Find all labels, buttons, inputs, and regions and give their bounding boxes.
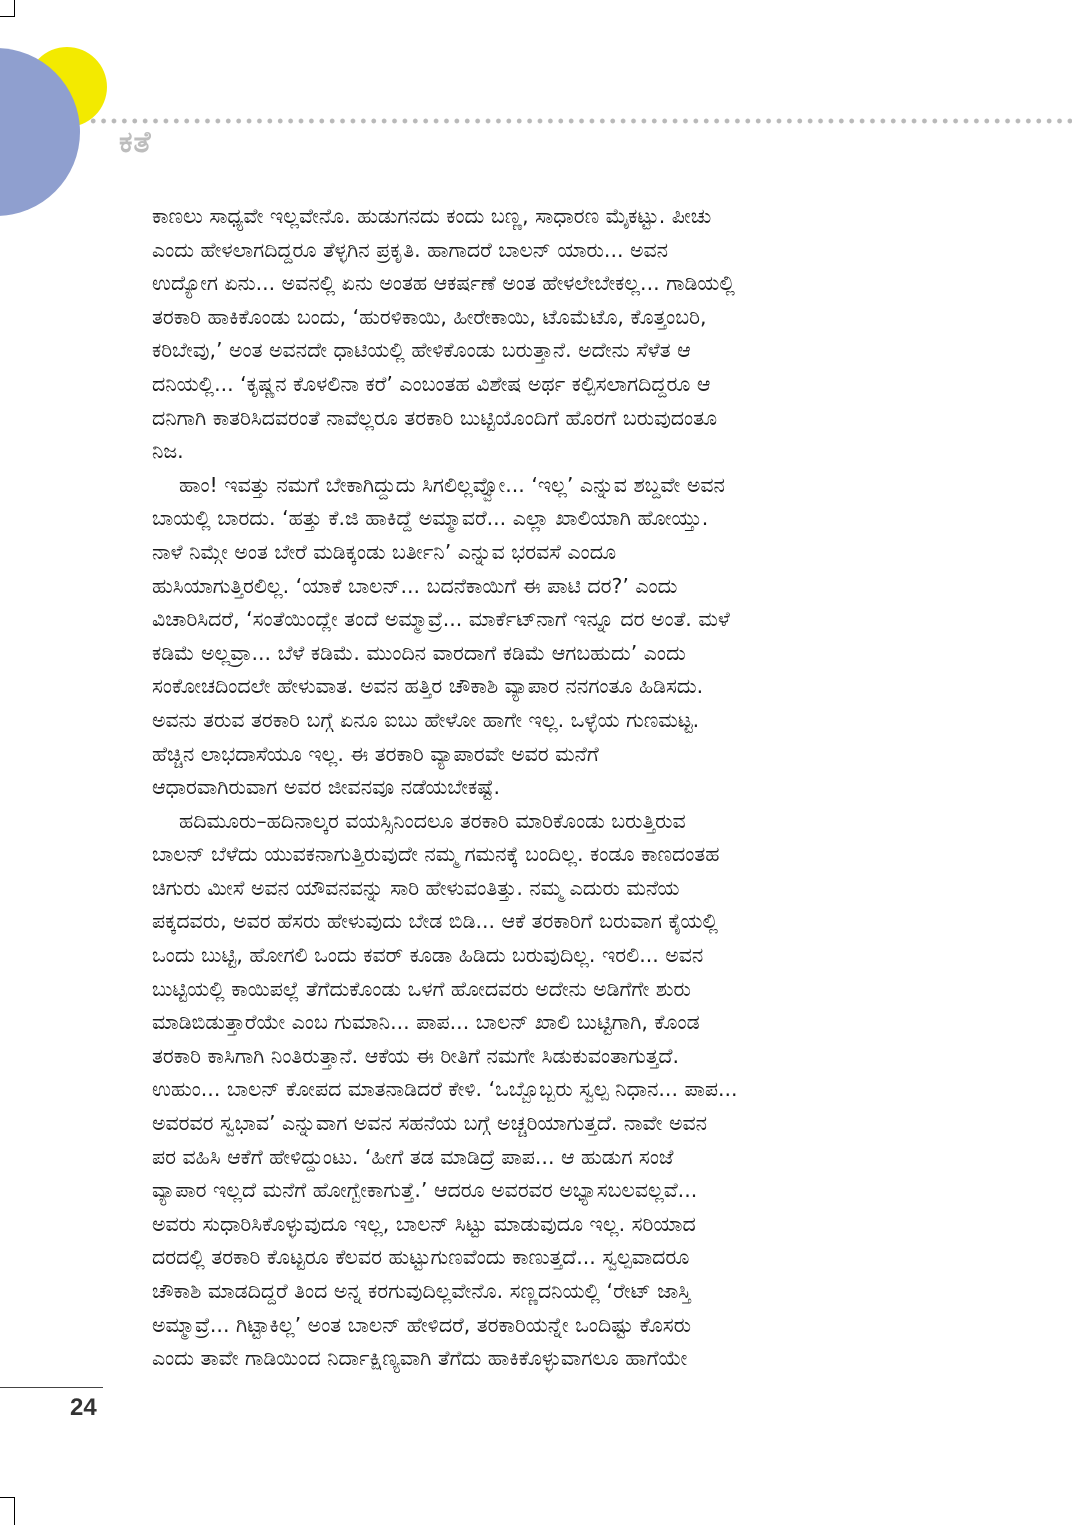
text-line: ಹದಿಮೂರು–ಹದಿನಾಲ್ಕರ ವಯಸ್ಸಿನಿಂದಲೂ ತರಕಾರಿ ಮಾರಿಕೊಂಡು ಬರುತ್ತಿರುವ [179,808,686,833]
text-line: ಎಂದು ತಾವೇ ಗಾಡಿಯಿಂದ ನಿರ್ದಾಕ್ಷಿಣ್ಯವಾಗಿ ತೆಗೆದು ಹಾಕಿಕೊಳ್ಳುವಾಗಲೂ ಹಾಗೆಯೇ [152,1346,688,1371]
text-line: ಹುಸಿಯಾಗುತ್ತಿರಲಿಲ್ಲ. ‘ಯಾಕೆ ಬಾಲನ್... ಬದನೆಕಾಯಿಗೆ ಈ ಪಾಟಿ ದರ?’ ಎಂದು [152,573,678,598]
text-line: ದನಿಗಾಗಿ ಕಾತರಿಸಿದವರಂತೆ ನಾವೆಲ್ಲರೂ ತರಕಾರಿ ಬುಟ್ಟಿಯೊಂದಿಗೆ ಹೊರಗೆ ಬರುವುದಂತೂ [152,405,718,430]
text-line: ಕರಿಬೇವು,’ ಅಂತ ಅವನದೇ ಧಾಟಿಯಲ್ಲಿ ಹೇಳಿಕೊಂಡು ಬರುತ್ತಾನೆ. ಅದೇನು ಸೆಳೆತ ಆ [152,338,691,363]
story-text [152,200,912,1376]
text-line: ಬುಟ್ಟಿಯಲ್ಲಿ ಕಾಯಿಪಲ್ಲೆ ತೆಗೆದುಕೊಂಡು ಒಳಗೆ ಹೋದವರು ಅದೇನು ಅಡಿಗೆಗೇ ಶುರು [152,976,691,1001]
dotted-header-rule [88,117,1072,125]
page-number-rule [0,1387,103,1388]
text-line: ನಾಳೆ ನಿಮ್ಗೇ ಅಂತ ಬೇರೆ ಮಡಿಕ್ಕಂಡು ಬರ್ತೀನಿ’ ಎನ್ನುವ ಭರವಸೆ ಎಂದೂ [152,539,617,564]
text-line: ಅವರವರ ಸ್ವಭಾವ’ ಎನ್ನುವಾಗ ಅವನ ಸಹನೆಯ ಬಗ್ಗೆ ಅಚ್ಚರಿಯಾಗುತ್ತದೆ. ನಾವೇ ಅವನ [152,1111,708,1136]
text-line: ಹೆಚ್ಚಿನ ಲಾಭದಾಸೆಯೂ ಇಲ್ಲ. ಈ ತರಕಾರಿ ವ್ಯಾಪಾರವೇ ಅವರ ಮನೆಗೆ [152,741,599,766]
decorative-circles [0,0,140,230]
text-line: ಬಾಯಲ್ಲಿ ಬಾರದು. ‘ಹತ್ತು ಕೆ.ಜಿ ಹಾಕಿದ್ದೆ ಅಮ್ಮಾವರೆ... ಎಲ್ಲಾ ಖಾಲಿಯಾಗಿ ಹೋಯ್ತು. [152,506,709,531]
text-line: ನಿಜ. [152,439,184,464]
text-line: ಉಹುಂ... ಬಾಲನ್ ಕೋಪದ ಮಾತನಾಡಿದರೆ ಕೇಳಿ. ‘ಒಬ್ಬೊಬ್ಬರು ಸ್ವಲ್ಪ ನಿಧಾನ... ಪಾಪ... [152,1077,738,1102]
text-line: ಅವನು ತರುವ ತರಕಾರಿ ಬಗ್ಗೆ ಏನೂ ಐಬು ಹೇಳೋ ಹಾಗೇ ಇಲ್ಲ. ಒಳ್ಳೆಯ ಗುಣಮಟ್ಟ. [152,707,700,732]
text-line: ಮಾಡಿಬಿಡುತ್ತಾರೆಯೇ ಎಂಬ ಗುಮಾನಿ... ಪಾಪ... ಬಾಲನ್ ಖಾಲಿ ಬುಟ್ಟಿಗಾಗಿ, ಕೊಂಡ [152,1010,700,1035]
text-line: ಕಾಣಲು ಸಾಧ್ಯವೇ ಇಲ್ಲವೇನೊ. ಹುಡುಗನದು ಕಂದು ಬಣ್ಣ, ಸಾಧಾರಣ ಮೈಕಟ್ಟು. ಪೀಚು [152,204,712,228]
text-line: ದನಿಯಲ್ಲಿ... ‘ಕೃಷ್ಣನ ಕೊಳಲಿನಾ ಕರೆ’ ಎಂಬಂತಹ ವಿಶೇಷ ಅರ್ಥ ಕಲ್ಪಿಸಲಾಗದಿದ್ದರೂ ಆ [152,371,711,396]
crop-mark-bottom-horizontal [0,1497,15,1498]
text-line: ಪರ ವಹಿಸಿ ಆಕೆಗೆ ಹೇಳಿದ್ದುಂಟು. ‘ಹೀಗೆ ತಡ ಮಾಡಿದ್ರೆ ಪಾಪ... ಆ ಹುಡುಗ ಸಂಜೆ [152,1144,674,1169]
page-number: 24 [70,1394,97,1421]
section-label: ಕತೆ [119,125,152,160]
text-line: ಎಂದು ಹೇಳಲಾಗದಿದ್ದರೂ ತೆಳ್ಳಗಿನ ಪ್ರಕೃತಿ. ಹಾಗಾದರೆ ಬಾಲನ್ ಯಾರು... ಅವನ [152,237,669,262]
text-line: ತರಕಾರಿ ಕಾಸಿಗಾಗಿ ನಿಂತಿರುತ್ತಾನೆ. ಆಕೆಯ ಈ ರೀತಿಗೆ ನಮಗೇ ಸಿಡುಕುವಂತಾಗುತ್ತದೆ. [152,1043,680,1068]
text-line: ಸಂಕೋಚದಿಂದಲೇ ಹೇಳುವಾತ. ಅವನ ಹತ್ತಿರ ಚೌಕಾಶಿ ವ್ಯಾಪಾರ ನನಗಂತೂ ಹಿಡಿಸದು. [152,674,704,699]
text-line: ತರಕಾರಿ ಹಾಕಿಕೊಂಡು ಬಂದು, ‘ಹುರಳಿಕಾಯಿ, ಹೀರೇಕಾಯಿ, ಟೊಮೆಟೊ, ಕೊತ್ತಂಬರಿ, [152,304,707,329]
text-line: ಅಮ್ಮಾವ್ರೆ... ಗಿಟ್ಟಾಕಿಲ್ಲ’ ಅಂತ ಬಾಲನ್ ಹೇಳಿದರೆ, ತರಕಾರಿಯನ್ನೇ ಒಂದಿಷ್ಟು ಕೊಸರು [152,1312,692,1337]
text-line: ಚಿಗುರು ಮೀಸೆ ಅವನ ಯೌವನವನ್ನು ಸಾರಿ ಹೇಳುವಂತಿತ್ತು. ನಮ್ಮ ಎದುರು ಮನೆಯ [152,875,680,900]
text-line: ಆಧಾರವಾಗಿರುವಾಗ ಅವರ ಜೀವನವೂ ನಡೆಯಬೇಕಷ್ಟೆ. [152,775,500,800]
crop-mark-bottom [14,1497,15,1525]
text-line: ಒಂದು ಬುಟ್ಟಿ, ಹೋಗಲಿ ಒಂದು ಕವರ್ ಕೂಡಾ ಹಿಡಿದು ಬರುವುದಿಲ್ಲ. ಇರಲಿ... ಅವನ [152,943,704,968]
text-line: ದರದಲ್ಲಿ ತರಕಾರಿ ಕೊಟ್ಟರೂ ಕೆಲವರ ಹುಟ್ಟುಗುಣವೆಂದು ಕಾಣುತ್ತದೆ... ಸ್ವಲ್ಪವಾದರೂ [152,1245,690,1270]
text-line: ಹಾಂ! ಇವತ್ತು ನಮಗೆ ಬೇಕಾಗಿದ್ದುದು ಸಿಗಲಿಲ್ಲವ್ವೋ... ‘ಇಲ್ಲ’ ಎನ್ನುವ ಶಬ್ದವೇ ಅವನ [179,472,725,497]
text-line: ಉದ್ಯೋಗ ಏನು... ಅವನಲ್ಲಿ ಏನು ಅಂತಹ ಆಕರ್ಷಣೆ ಅಂತ ಹೇಳಲೇಬೇಕಲ್ಲ... ಗಾಡಿಯಲ್ಲಿ [152,271,735,296]
text-line: ವಿಚಾರಿಸಿದರೆ, ‘ಸಂತೆಯಿಂದ್ಲೇ ತಂದೆ ಅಮ್ಮಾವ್ರೆ... ಮಾರ್ಕೆಟ್‌ನಾಗೆ ಇನ್ನೂ ದರ ಅಂತೆ. ಮಳೆ [152,607,730,632]
text-line: ಬಾಲನ್ ಬೆಳೆದು ಯುವಕನಾಗುತ್ತಿರುವುದೇ ನಮ್ಮ ಗಮನಕ್ಕೆ ಬಂದಿಲ್ಲ. ಕಂಡೂ ಕಾಣದಂತಹ [152,842,720,867]
text-line: ಪಕ್ಕದವರು, ಅವರ ಹೆಸರು ಹೇಳುವುದು ಬೇಡ ಬಿಡಿ... ಆಕೆ ತರಕಾರಿಗೆ ಬರುವಾಗ ಕೈಯಲ್ಲಿ [152,909,718,934]
text-line: ಚೌಕಾಶಿ ಮಾಡದಿದ್ದರೆ ತಿಂದ ಅನ್ನ ಕರಗುವುದಿಲ್ಲವೇನೊ. ಸಣ್ಣದನಿಯಲ್ಲಿ ‘ರೇಟ್ ಜಾಸ್ತಿ [152,1279,691,1303]
text-line: ಕಡಿಮೆ ಅಲ್ಲವ್ರಾ... ಬೆಳೆ ಕಡಿಮೆ. ಮುಂದಿನ ವಾರದಾಗೆ ಕಡಿಮೆ ಆಗಬಹುದು’ ಎಂದು [152,640,686,665]
text-line: ಅವರು ಸುಧಾರಿಸಿಕೊಳ್ಳುವುದೂ ಇಲ್ಲ, ಬಾಲನ್ ಸಿಟ್ಟು ಮಾಡುವುದೂ ಇಲ್ಲ. ಸರಿಯಾದ [152,1211,696,1236]
text-line: ವ್ಯಾಪಾರ ಇಲ್ಲದೆ ಮನೆಗೆ ಹೋಗ್ಬೇಕಾಗುತ್ತೆ.’ ಆದರೂ ಅವರವರ ಅಭ್ಯಾಸಬಲವಲ್ಲವೆ... [152,1178,698,1203]
